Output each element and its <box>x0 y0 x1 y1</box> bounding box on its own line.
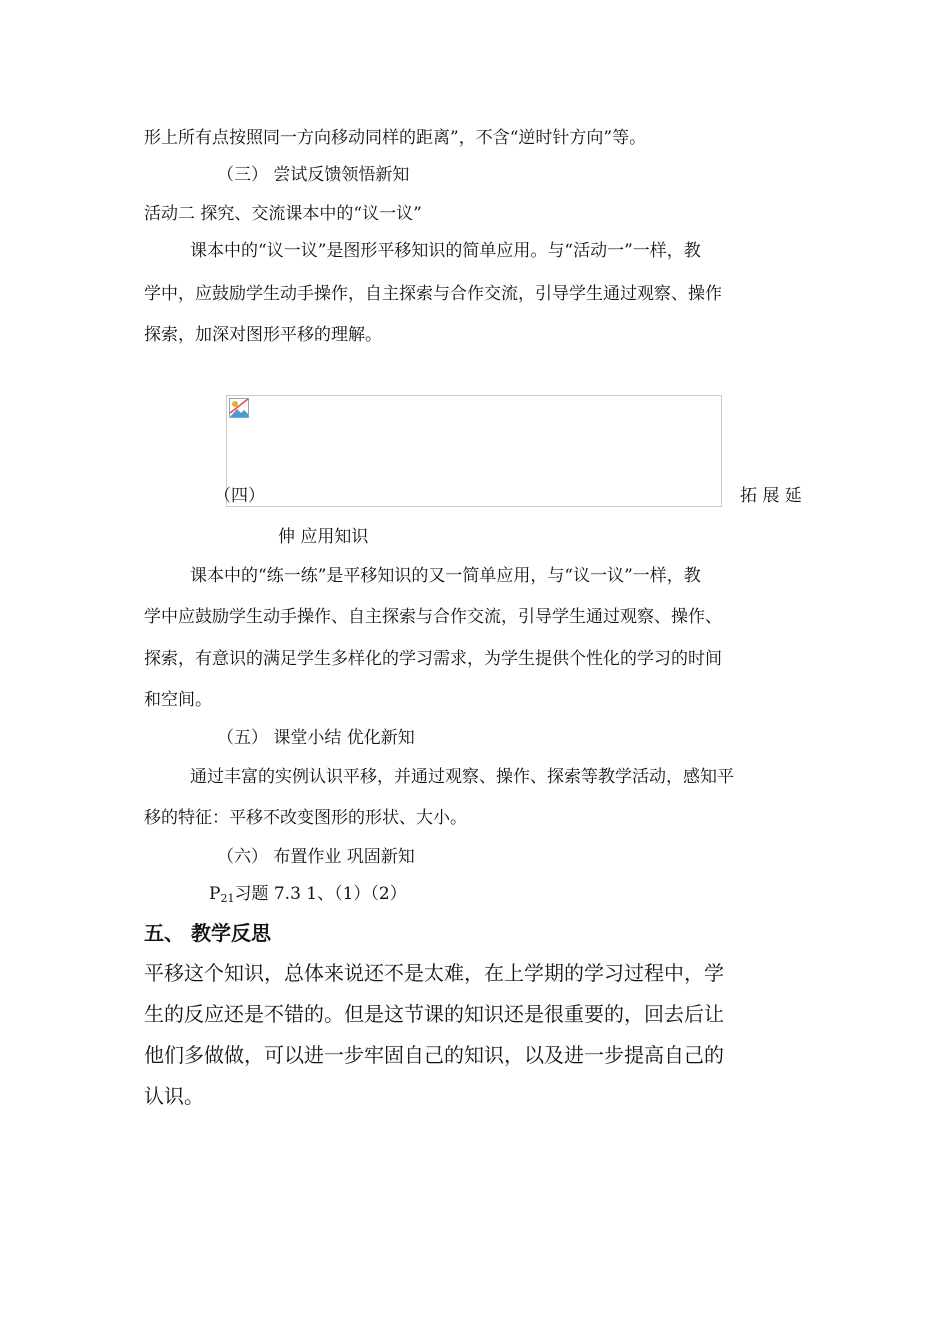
homework-page-number: 21 <box>220 892 235 905</box>
reflection-line: 认识。 <box>144 1084 204 1108</box>
paragraph-line: 探索，加深对图形平移的理解。 <box>144 325 382 345</box>
paragraph-line: 探索，有意识的满足学生多样化的学习需求，为学生提供个性化的学习的时间 <box>144 649 722 669</box>
paragraph-line: 学中，应鼓励学生动手操作，自主探索与合作交流，引导学生通过观察、操作 <box>144 284 722 304</box>
section-heading: （三） 尝试反馈领悟新知 <box>217 165 410 185</box>
section-five-heading: 五、 教学反思 <box>144 921 271 945</box>
reflection-line: 他们多做做，可以进一步牢固自己的知识，以及进一步提高自己的 <box>144 1043 724 1067</box>
paragraph-line: 课本中的“议一议”是图形平移知识的简单应用。与“活动一”一样，教 <box>190 241 701 261</box>
reflection-line: 生的反应还是不错的。但是这节课的知识还是很重要的，回去后让 <box>144 1002 724 1026</box>
section-heading: （四） <box>214 486 265 506</box>
homework-text: 习题 7.3 1、（1）（2） <box>234 884 407 904</box>
paragraph-line: 和空间。 <box>144 690 212 710</box>
homework-page-letter: P <box>209 884 221 904</box>
paragraph-line: 课本中的“练一练”是平移知识的又一简单应用，与“议一议”一样，教 <box>190 566 701 586</box>
text-line: 形上所有点按照同一方向移动同样的距离”，不含“逆时针方向”等。 <box>144 128 647 148</box>
homework-line <box>209 883 407 910</box>
paragraph-line: 移的特征：平移不改变图形的形状、大小。 <box>144 808 467 828</box>
paragraph-line: 通过丰富的实例认识平移，并通过观察、操作、探索等教学活动，感知平 <box>190 767 734 787</box>
paragraph-line: 学中应鼓励学生动手操作、自主探索与合作交流，引导学生通过观察、操作、 <box>144 607 722 627</box>
section-heading: 伸 应用知识 <box>278 527 369 547</box>
reflection-line: 平移这个知识，总体来说还不是太难，在上学期的学习过程中，学 <box>144 961 724 985</box>
broken-image-icon <box>229 398 249 418</box>
activity-heading: 活动二 探究、交流课本中的“议一议” <box>144 204 422 224</box>
image-placeholder <box>226 395 722 507</box>
section-heading: （五） 课堂小结 优化新知 <box>217 728 415 748</box>
section-heading: 拓 展 延 <box>740 486 802 506</box>
section-heading: （六） 布置作业 巩固新知 <box>217 847 415 867</box>
